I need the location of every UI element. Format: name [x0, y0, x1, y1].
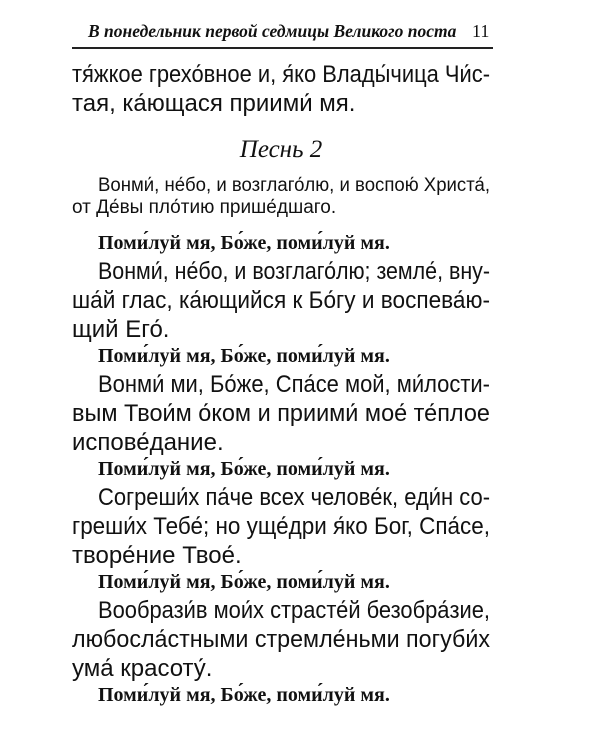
ode-title: Песнь 2	[239, 136, 323, 163]
text-line	[98, 483, 490, 512]
text-line	[72, 89, 490, 118]
text-line-content: испове́дание.	[72, 429, 224, 456]
text-line	[72, 512, 490, 541]
text-line-content: творе́ние Твое́.	[72, 542, 242, 569]
refrain-text: Поми́луй мя, Бо́же, поми́луй мя.	[98, 345, 390, 367]
text-line	[72, 60, 490, 89]
refrain	[98, 683, 490, 707]
text-line-content: вым Твои́м о́ком и приими́ мое́ те́плое	[72, 400, 490, 427]
refrain-text: Поми́луй мя, Бо́же, поми́луй мя.	[98, 458, 390, 480]
text-line-content: тя́жкое грехо́вное и, я́ко Влады́чица Чи́с-	[72, 61, 491, 88]
text-line-content: Согреши́х па́че всех челове́к, еди́н со-	[98, 484, 491, 511]
text-line-content: Вообрази́в мои́х страсте́й безобра́зие,	[98, 597, 491, 624]
irmos-line-content: Вонми́, не́бо, и возглаго́лю, и воспою́ Христа́,	[98, 175, 490, 196]
text-line-content: Вонми́, не́бо, и возглаго́лю; земле́, вну-	[98, 258, 491, 285]
running-header	[88, 20, 458, 42]
refrain	[98, 457, 490, 481]
header-rule	[72, 47, 493, 49]
text-line	[72, 541, 490, 570]
refrain-text: Поми́луй мя, Бо́же, поми́луй мя.	[98, 232, 390, 254]
text-line	[72, 315, 490, 344]
text-line-content: Вонми́ ми, Бо́же, Спа́се мой, ми́лости-	[98, 371, 491, 398]
text-line	[98, 257, 490, 286]
text-line-content: тая, ка́ющася приими́ мя.	[72, 90, 356, 117]
irmos-line	[98, 175, 490, 197]
refrain	[98, 231, 490, 255]
text-line-content: ума́ красоту́.	[72, 655, 213, 682]
text-line	[72, 654, 490, 683]
running-header-text: В понедельник первой седмицы Великого поста	[88, 21, 457, 41]
text-line-content: любосла́стными стремле́ньми погуби́х	[72, 626, 490, 653]
text-line-content: ша́й глас, ка́ющийся к Бо́гу и воспева́ю-	[72, 287, 490, 314]
text-line	[72, 428, 490, 457]
irmos-line	[72, 197, 490, 219]
refrain-text: Поми́луй мя, Бо́же, поми́луй мя.	[98, 684, 390, 706]
text-line	[98, 370, 490, 399]
refrain-text: Поми́луй мя, Бо́же, поми́луй мя.	[98, 571, 390, 593]
refrain	[98, 570, 490, 594]
text-line	[72, 399, 490, 428]
text-line	[72, 286, 490, 315]
page-body	[72, 60, 490, 707]
refrain	[98, 344, 490, 368]
text-line-content: щий Его́.	[72, 316, 170, 343]
text-line	[72, 625, 490, 654]
text-line-content: греши́х Тебе́; но уще́дри я́ко Бог, Спа́се,	[72, 513, 490, 540]
irmos-line-content: от Де́вы пло́тию прише́дшаго.	[72, 197, 337, 218]
text-line	[98, 596, 490, 625]
page-number: 11	[472, 21, 490, 41]
